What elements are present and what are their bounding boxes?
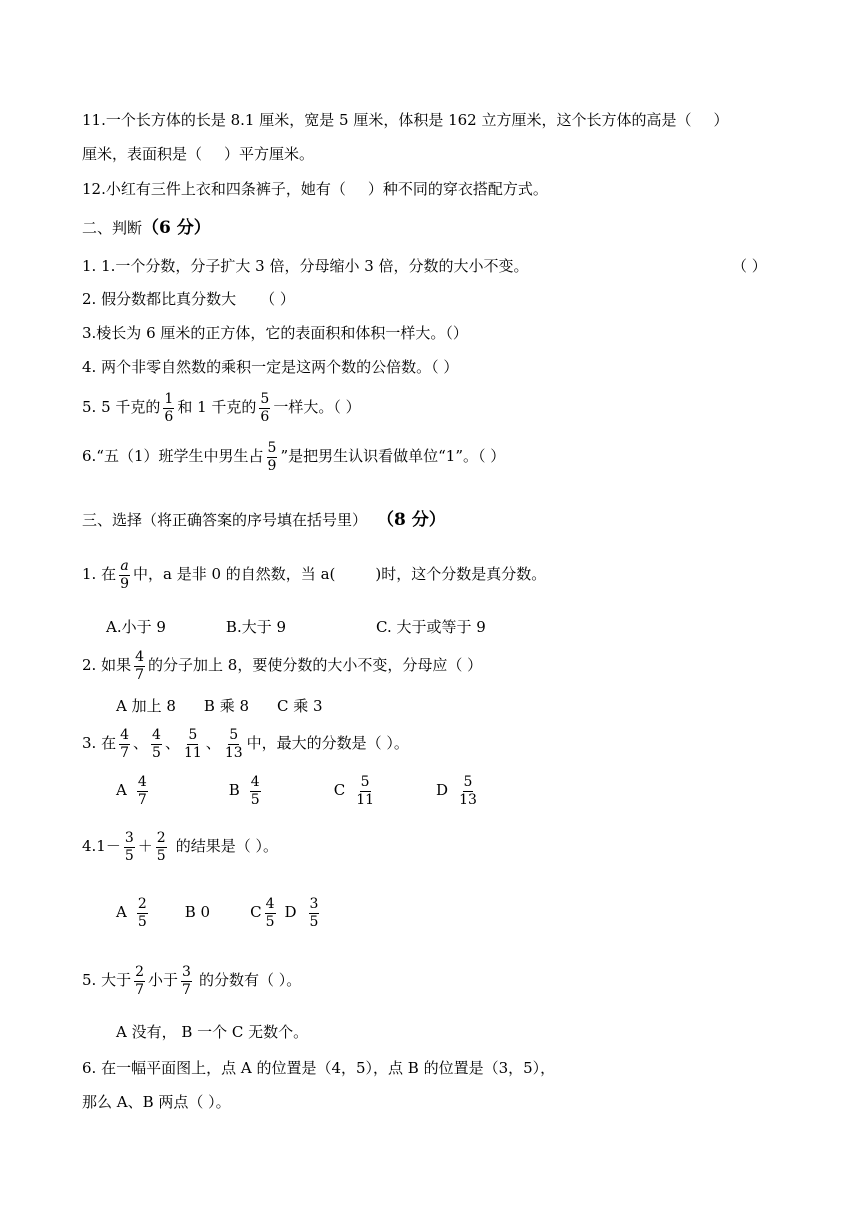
- fraction: $\frac{4}{7}$: [120, 726, 130, 761]
- choice-5-options: A 没有， B 一个 C 无数个。: [116, 1023, 309, 1041]
- fraction: $\frac{4}{5}$: [250, 773, 260, 808]
- question-12: 12.小红有三件上衣和四条裤子，她有（ ）种不同的穿衣搭配方式。: [82, 180, 548, 198]
- choice-5: 5. 大于 $\frac{2}{7}$ 小于 $\frac{3}{7}$ 的分数有（ ）。: [82, 963, 302, 998]
- section-3-heading: 三、选择（将正确答案的序号填在括号里） （8 分）: [82, 510, 446, 530]
- choice-1-options: A.小于 9 B.大于 9 C. 大于或等于 9: [106, 618, 486, 636]
- fraction: $\frac{4}{5}$: [152, 726, 161, 761]
- choice-2: 2. 如果 $\frac{4}{7}$ 的分子加上 8，要使分数的大小不变，分母应（ ）: [82, 648, 483, 683]
- choice-2-options: A 加上 8 B 乘 8 C 乘 3: [116, 697, 323, 715]
- fraction: $\frac{3}{5}$: [124, 829, 134, 864]
- judge-2: 2. 假分数都比真分数大 （ ）: [82, 290, 295, 308]
- judge-1-paren: （ ）: [732, 257, 767, 275]
- judge-6: 6.“五（1）班学生中男生占 $\frac{5}{9}$ ”是把男生认识看做单位“1”。（ ）: [82, 439, 506, 474]
- fraction: $\frac{5}{11}$: [183, 726, 202, 761]
- section-2-heading: 二、判断（6 分）: [82, 218, 211, 238]
- judge-4: 4. 两个非零自然数的乘积一定是这两个数的公倍数。（ ）: [82, 358, 459, 376]
- fraction: $\frac{3}{7}$: [182, 963, 191, 998]
- fraction: $\frac{4}{5}$: [265, 895, 275, 930]
- choice-3: 3. 在 $\frac{4}{7}$ 、 $\frac{4}{5}$ 、 $\frac{5}{11}$ 、 $\frac{5}{13}$ 中，最大的分数是（ ）。: [82, 726, 409, 761]
- choice-4-options: A $\frac{2}{5}$ B 0 C $\frac{4}{5}$ D $\frac{3}{5}$: [116, 895, 319, 930]
- fraction: $\frac{5}{13}$: [224, 726, 243, 761]
- fraction: $\frac{4}{7}$: [137, 773, 147, 808]
- judge-3: 3.棱长为 6 厘米的正方体，它的表面积和体积一样大。（）: [82, 324, 468, 342]
- fraction: $\frac{5}{6}$: [260, 390, 270, 425]
- choice-1: 1. 在 $\frac{a}{9}$ 中，a 是非 0 的自然数，当 a( )时，这个分数是真分数。: [82, 557, 547, 592]
- choice-4: 4.1－ $\frac{3}{5}$ ＋ $\frac{2}{5}$ 的结果是（ ）。: [82, 829, 278, 864]
- fraction: $\frac{2}{5}$: [156, 829, 166, 864]
- question-11-line1: 11.一个长方体的长是 8.1 厘米，宽是 5 厘米，体积是 162 立方厘米，这个长方体的高是（ ）: [82, 111, 729, 129]
- fraction: $\frac{a}{9}$: [120, 557, 130, 592]
- fraction: $\frac{3}{5}$: [309, 895, 319, 930]
- fraction: $\frac{2}{7}$: [135, 963, 145, 998]
- judge-1: 1. 1.一个分数，分子扩大 3 倍，分母缩小 3 倍，分数的大小不变。: [82, 257, 529, 275]
- fraction: $\frac{2}{5}$: [137, 895, 147, 930]
- fraction: $\frac{1}{6}$: [164, 390, 174, 425]
- choice-6-line2: 那么 A、B 两点（ ）。: [82, 1093, 231, 1111]
- fraction: $\frac{4}{7}$: [135, 648, 145, 683]
- question-11-line2: 厘米，表面积是（ ）平方厘米。: [82, 145, 315, 163]
- fraction: $\frac{5}{11}$: [356, 773, 375, 808]
- fraction: $\frac{5}{13}$: [459, 773, 477, 808]
- choice-6-line1: 6. 在一幅平面图上，点 A 的位置是（4，5），点 B 的位置是（3，5），: [82, 1059, 556, 1077]
- judge-5: 5. 5 千克的 $\frac{1}{6}$ 和 1 千克的 $\frac{5}{6}$ 一样大。（ ）: [82, 390, 361, 425]
- choice-3-options: A $\frac{4}{7}$ B $\frac{4}{5}$ C $\frac{5}{11}$ D $\frac{5}{13}$: [116, 773, 477, 808]
- fraction: $\frac{5}{9}$: [267, 439, 277, 474]
